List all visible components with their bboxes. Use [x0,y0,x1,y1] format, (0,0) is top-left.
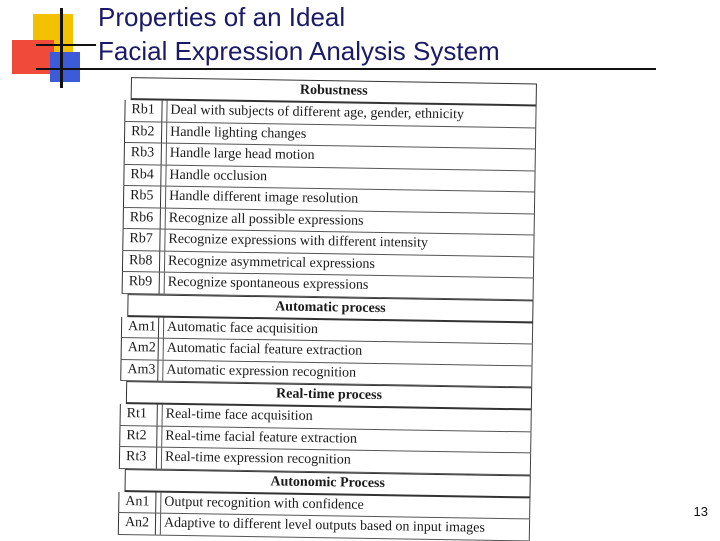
row-description: Handle lighting changes [167,122,536,148]
row-description: Adaptive to different level outputs based on input images [161,514,530,540]
row-description: Automatic expression recognition [163,360,532,386]
section-header: Autonomic Process [124,469,530,498]
row-description: Automatic facial feature extraction [164,339,533,365]
row-description: Real-time face acquisition [163,405,532,431]
row-code: An1 [118,491,156,512]
row-code: Rb6 [123,207,161,228]
table-section [122,77,537,300]
row-code: Rb7 [122,229,160,250]
row-code: Am1 [121,316,159,337]
row-code: Rb1 [124,100,162,121]
table-section [118,468,531,540]
row-code: Am3 [120,359,158,380]
row-description: Real-time expression recognition [162,448,531,474]
row-description: Deal with subjects of different age, gender, ethnicity [167,101,536,127]
row-description: Automatic face acquisition [164,317,533,343]
row-description: Handle different image resolution [166,187,535,213]
row-code: Rb2 [124,121,162,142]
properties-table [118,77,537,541]
row-code: Rb4 [123,164,161,185]
slide-title-line1: Properties of an Ideal [98,2,346,32]
row-description: Recognize spontaneous expressions [165,273,534,299]
table-section [119,381,532,475]
row-code: Rb5 [123,186,161,207]
row-code: Rb8 [122,250,160,271]
section-header: Automatic process [127,294,533,323]
row-description: Recognize expressions with different intensity [165,230,534,256]
row-description: Real-time facial feature extraction [162,426,531,452]
row-code: An2 [118,513,156,534]
section-header: Real-time process [126,381,532,410]
logo-square-blue [50,52,80,82]
table-section [120,293,533,387]
row-description: Recognize all possible expressions [166,208,535,234]
row-code: Rb9 [122,272,160,293]
row-description: Handle large head motion [167,144,536,170]
row-description: Output recognition with confidence [161,492,530,518]
logo-bar-horizontal [36,44,96,46]
slide-title-line2: Facial Expression Analysis System [98,36,500,66]
row-code: Rt3 [119,447,157,468]
row-code: Rb3 [124,143,162,164]
title-underline [36,68,656,70]
row-code: Rt2 [119,425,157,446]
row-code: Am2 [121,338,159,359]
page-number: 13 [693,504,708,519]
logo-bar-vertical [60,8,63,88]
section-header: Robustness [131,77,537,106]
row-description: Handle occlusion [166,165,535,191]
row-description: Recognize asymmetrical expressions [165,251,534,277]
row-code: Rt1 [120,404,158,425]
slide-title [98,0,500,68]
